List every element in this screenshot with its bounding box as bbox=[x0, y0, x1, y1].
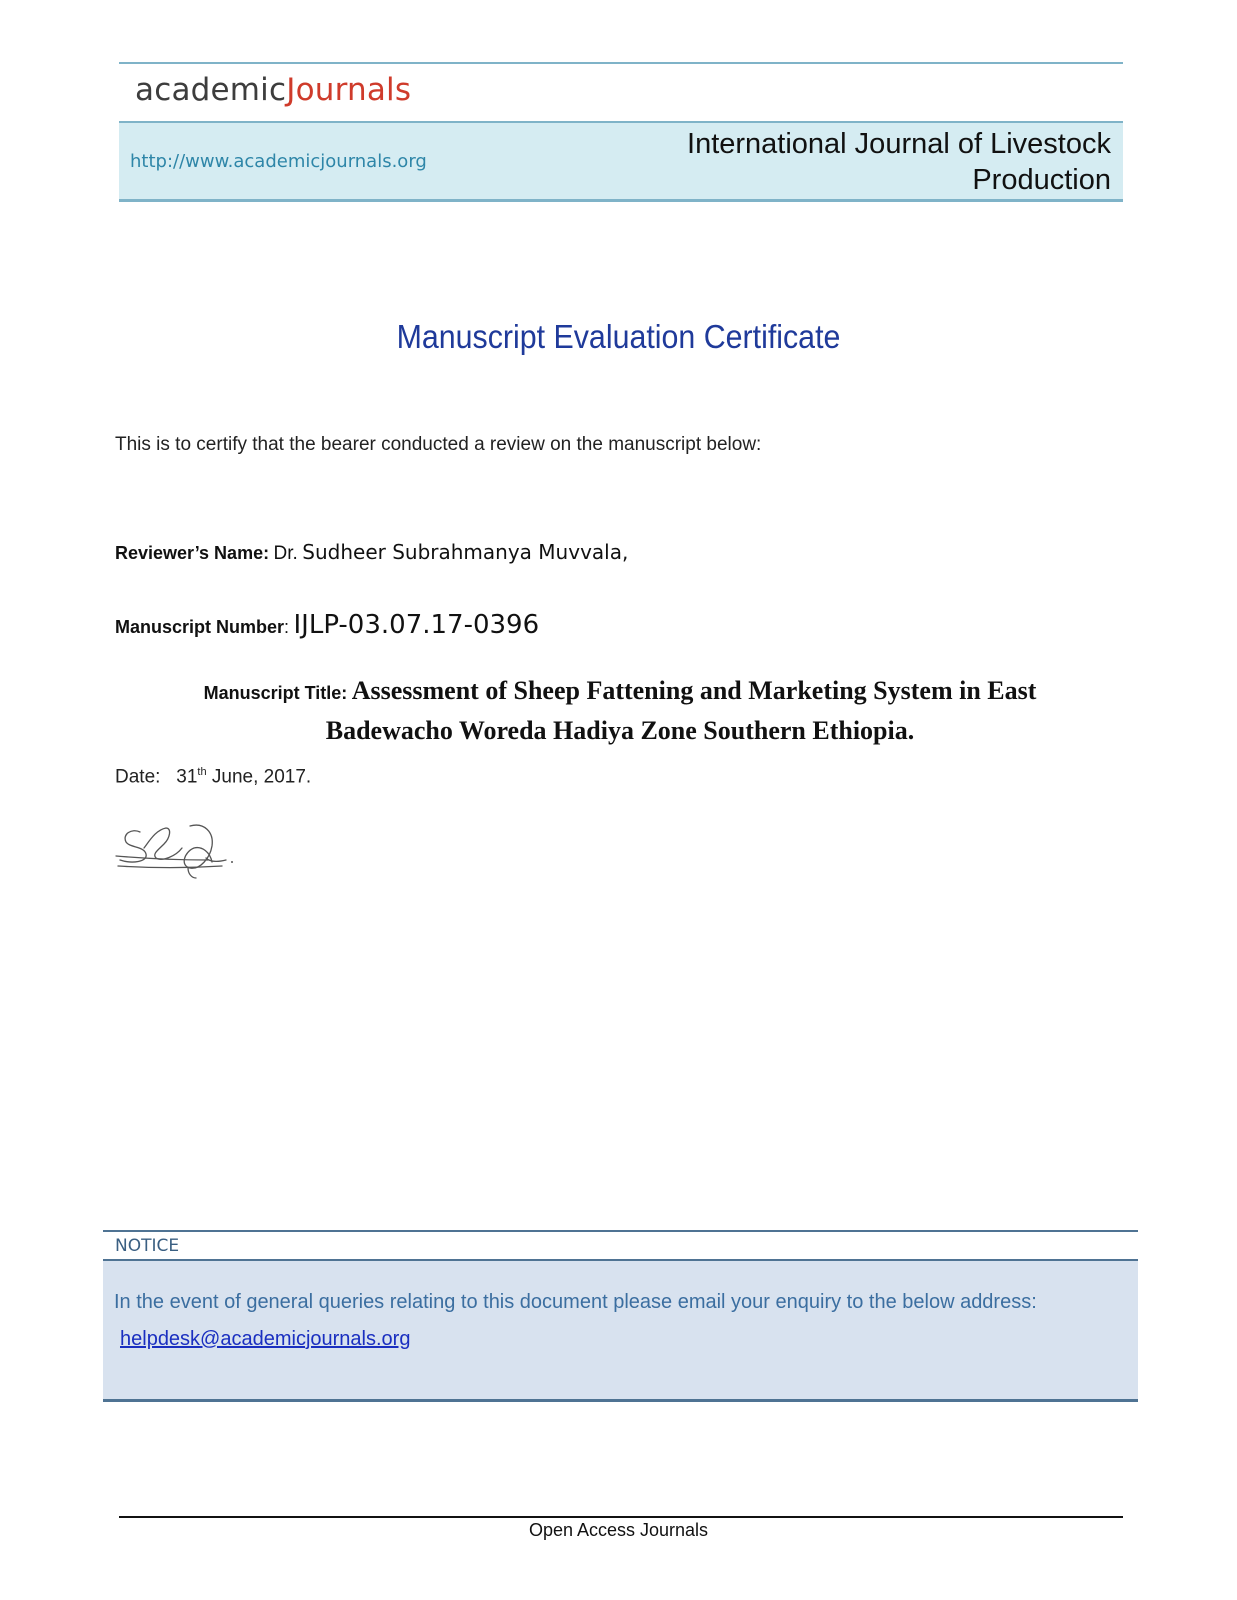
manuscript-title-block bbox=[115, 673, 1125, 749]
manuscript-number-label: Manuscript Number bbox=[115, 617, 285, 637]
logo-text-journals: Journals bbox=[286, 72, 412, 108]
academic-journals-logo bbox=[135, 72, 411, 108]
manuscript-number-colon: : bbox=[284, 617, 290, 637]
header-band bbox=[119, 121, 1123, 202]
date-day: 31 bbox=[176, 766, 198, 788]
manuscript-title-value-line-2: Badewacho Woreda Hadiya Zone Southern Ethiopia. bbox=[325, 716, 915, 745]
date-label: Date: bbox=[115, 766, 161, 788]
certify-statement: This is to certify that the bearer conducted a review on the manuscript below: bbox=[115, 434, 762, 455]
journal-title-line-2: Production bbox=[972, 164, 1111, 196]
notice-top-rule bbox=[103, 1230, 1138, 1232]
notice-heading: NOTICE bbox=[115, 1236, 180, 1256]
notice-box bbox=[103, 1259, 1138, 1402]
manuscript-number-value: IJLP-03.07.17-0396 bbox=[293, 610, 540, 640]
logo-text-academic: academic bbox=[135, 72, 287, 108]
header-top-rule bbox=[119, 62, 1123, 64]
manuscript-number-row bbox=[115, 610, 539, 640]
signature-icon bbox=[110, 818, 240, 884]
journal-title-line-1: International Journal of Livestock bbox=[687, 128, 1111, 160]
manuscript-title-label: Manuscript Title: bbox=[203, 683, 348, 703]
reviewer-name-row bbox=[115, 540, 628, 565]
manuscript-title-value-line-1: Assessment of Sheep Fattening and Marketing System in East bbox=[351, 676, 1037, 705]
manuscript-title-line-1 bbox=[115, 673, 1125, 713]
footer-text: Open Access Journals bbox=[528, 1520, 709, 1540]
reviewer-title-prefix: Dr. bbox=[273, 543, 298, 564]
footer-rule bbox=[119, 1516, 1123, 1518]
date-row bbox=[115, 766, 311, 788]
reviewer-name-label: Reviewer’s Name: bbox=[115, 543, 270, 563]
notice-text: In the event of general queries relating to this document please email your enquiry to the below address: bbox=[114, 1291, 1037, 1313]
journal-title bbox=[591, 126, 1111, 198]
website-link[interactable]: http://www.academicjournals.org bbox=[130, 151, 427, 172]
helpdesk-email-link[interactable]: helpdesk@academicjournals.org bbox=[120, 1328, 411, 1350]
reviewer-name-value: Sudheer Subrahmanya Muvvala, bbox=[302, 540, 629, 564]
date-day-suffix: th bbox=[197, 766, 207, 778]
date-month-year: June, 2017. bbox=[211, 766, 312, 788]
certificate-title: Manuscript Evaluation Certificate bbox=[396, 318, 841, 355]
